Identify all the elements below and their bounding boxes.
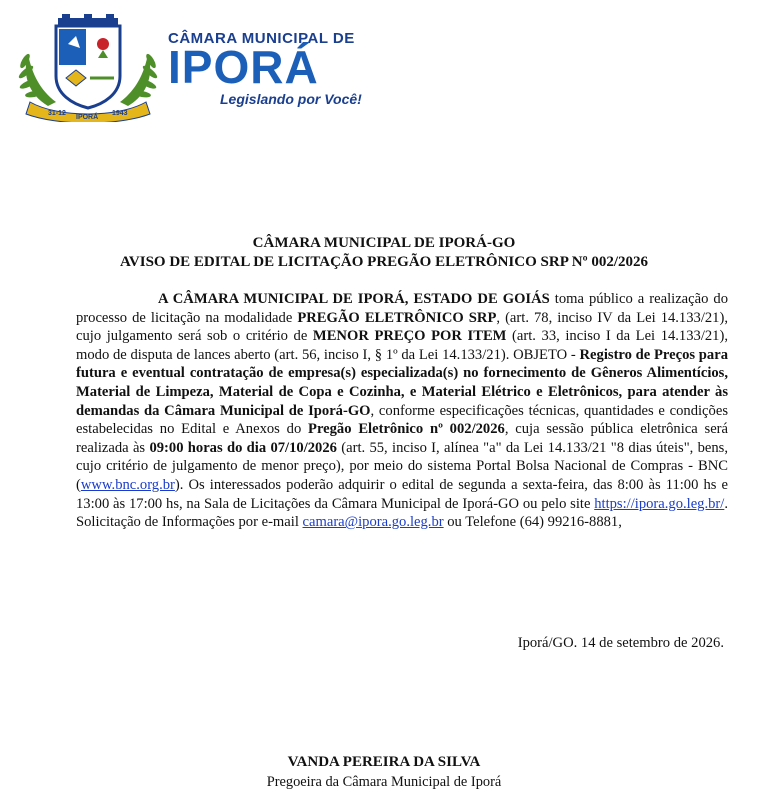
date-line: Iporá/GO. 14 de setembro de 2026. — [517, 635, 724, 651]
signature-role: Pregoeira da Câmara Municipal de Iporá — [266, 774, 502, 790]
brand-block — [168, 30, 362, 107]
seal-ribbon-left: 31-12 — [48, 110, 66, 117]
municipal-seal-logo — [18, 14, 158, 122]
signature-block — [0, 752, 768, 792]
body-modality-bold: PREGÃO ELETRÔNICO SRP — [297, 309, 497, 326]
site-link[interactable]: https://ipora.go.leg.br/ — [594, 495, 725, 512]
notice-body — [76, 290, 728, 532]
title-line-1: CÂMARA MUNICIPAL DE IPORÁ-GO — [252, 235, 516, 251]
brand-top-text: CÂMARA MUNICIPAL DE — [168, 30, 355, 47]
body-text-span: . Solicitação de Informações por e-mail — [76, 495, 728, 531]
body-datetime-bold: 09:00 horas do dia 07/10/2026 — [149, 439, 337, 456]
seal-ribbon-center: IPORÁ — [76, 114, 99, 121]
title-line-2: AVISO DE EDITAL DE LICITAÇÃO PREGÃO ELETRÔNICO SRP Nº 002/2026 — [120, 254, 648, 270]
body-text-span: ou Telefone (64) 99216-8881, — [443, 514, 622, 531]
body-text-span: (art. 33, inciso I da Lei 14.133/21), modo de disputa de lances aberto (art. 56, inciso I, § 1º da Lei 14.133/21). OBJETO - — [76, 328, 728, 363]
seal-ribbon-right: 1943 — [112, 110, 128, 117]
body-text-span: (art. 55, inciso I, alínea "a" da Lei 14.133/21 "8 dias úteis", bens, cujo critério de julgamento de menor preço), por meio do sistema Portal Bolsa Nacional de Compras - BNC ( — [76, 439, 729, 493]
body-text-span: , (art. 78, inciso IV da Lei 14.133/21), cujo julgamento será sob o critério de — [76, 309, 728, 345]
bnc-link[interactable]: www.bnc.org.br — [80, 476, 175, 493]
brand-tagline: Legislando por Você! — [220, 91, 362, 107]
notice-title — [0, 234, 768, 272]
body-pregao-bold: Pregão Eletrônico nº 002/2026 — [308, 421, 505, 438]
body-criterion-bold: MENOR PREÇO POR ITEM — [312, 328, 507, 345]
signature-name: VANDA PEREIRA DA SILVA — [287, 754, 481, 770]
laurel-left-icon — [18, 53, 56, 106]
brand-main-text: IPORÁ — [168, 41, 319, 93]
body-intro-bold: A CÂMARA MUNICIPAL DE IPORÁ, ESTADO DE GOIÁS — [158, 291, 550, 307]
body-text-span: ). Os interessados poderão adquirir o edital de segunda a sexta-feira, das 8:00 às 11:00 hs e 13:00 às 17:00 hs, na Sala de Licitações da Câmara Municipal de Iporá-GO ou pelo site — [76, 476, 728, 512]
body-text-span: toma público a realização do processo de licitação na modalidade — [76, 291, 729, 326]
body-text-span: , conforme especificações técnicas, quantidades e condições estabelecidas no Edital e Anexos do — [76, 402, 728, 438]
email-link[interactable]: camara@ipora.go.leg.br — [302, 514, 444, 531]
body-text-span: , cuja sessão pública eletrônica será realizada às — [76, 421, 729, 456]
letterhead — [18, 14, 438, 124]
laurel-right-icon — [120, 53, 158, 106]
body-object-bold: Registro de Preços para futura e eventual contratação de empresa(s) especializada(s) no fornecimento de Gêneros Alimentícios, Material de Limpeza, Material de Copa e Cozinha, e Material Elétrico e Eletrônicos, para atender às demandas da Câmara Municipal de Iporá-GO — [76, 346, 728, 419]
